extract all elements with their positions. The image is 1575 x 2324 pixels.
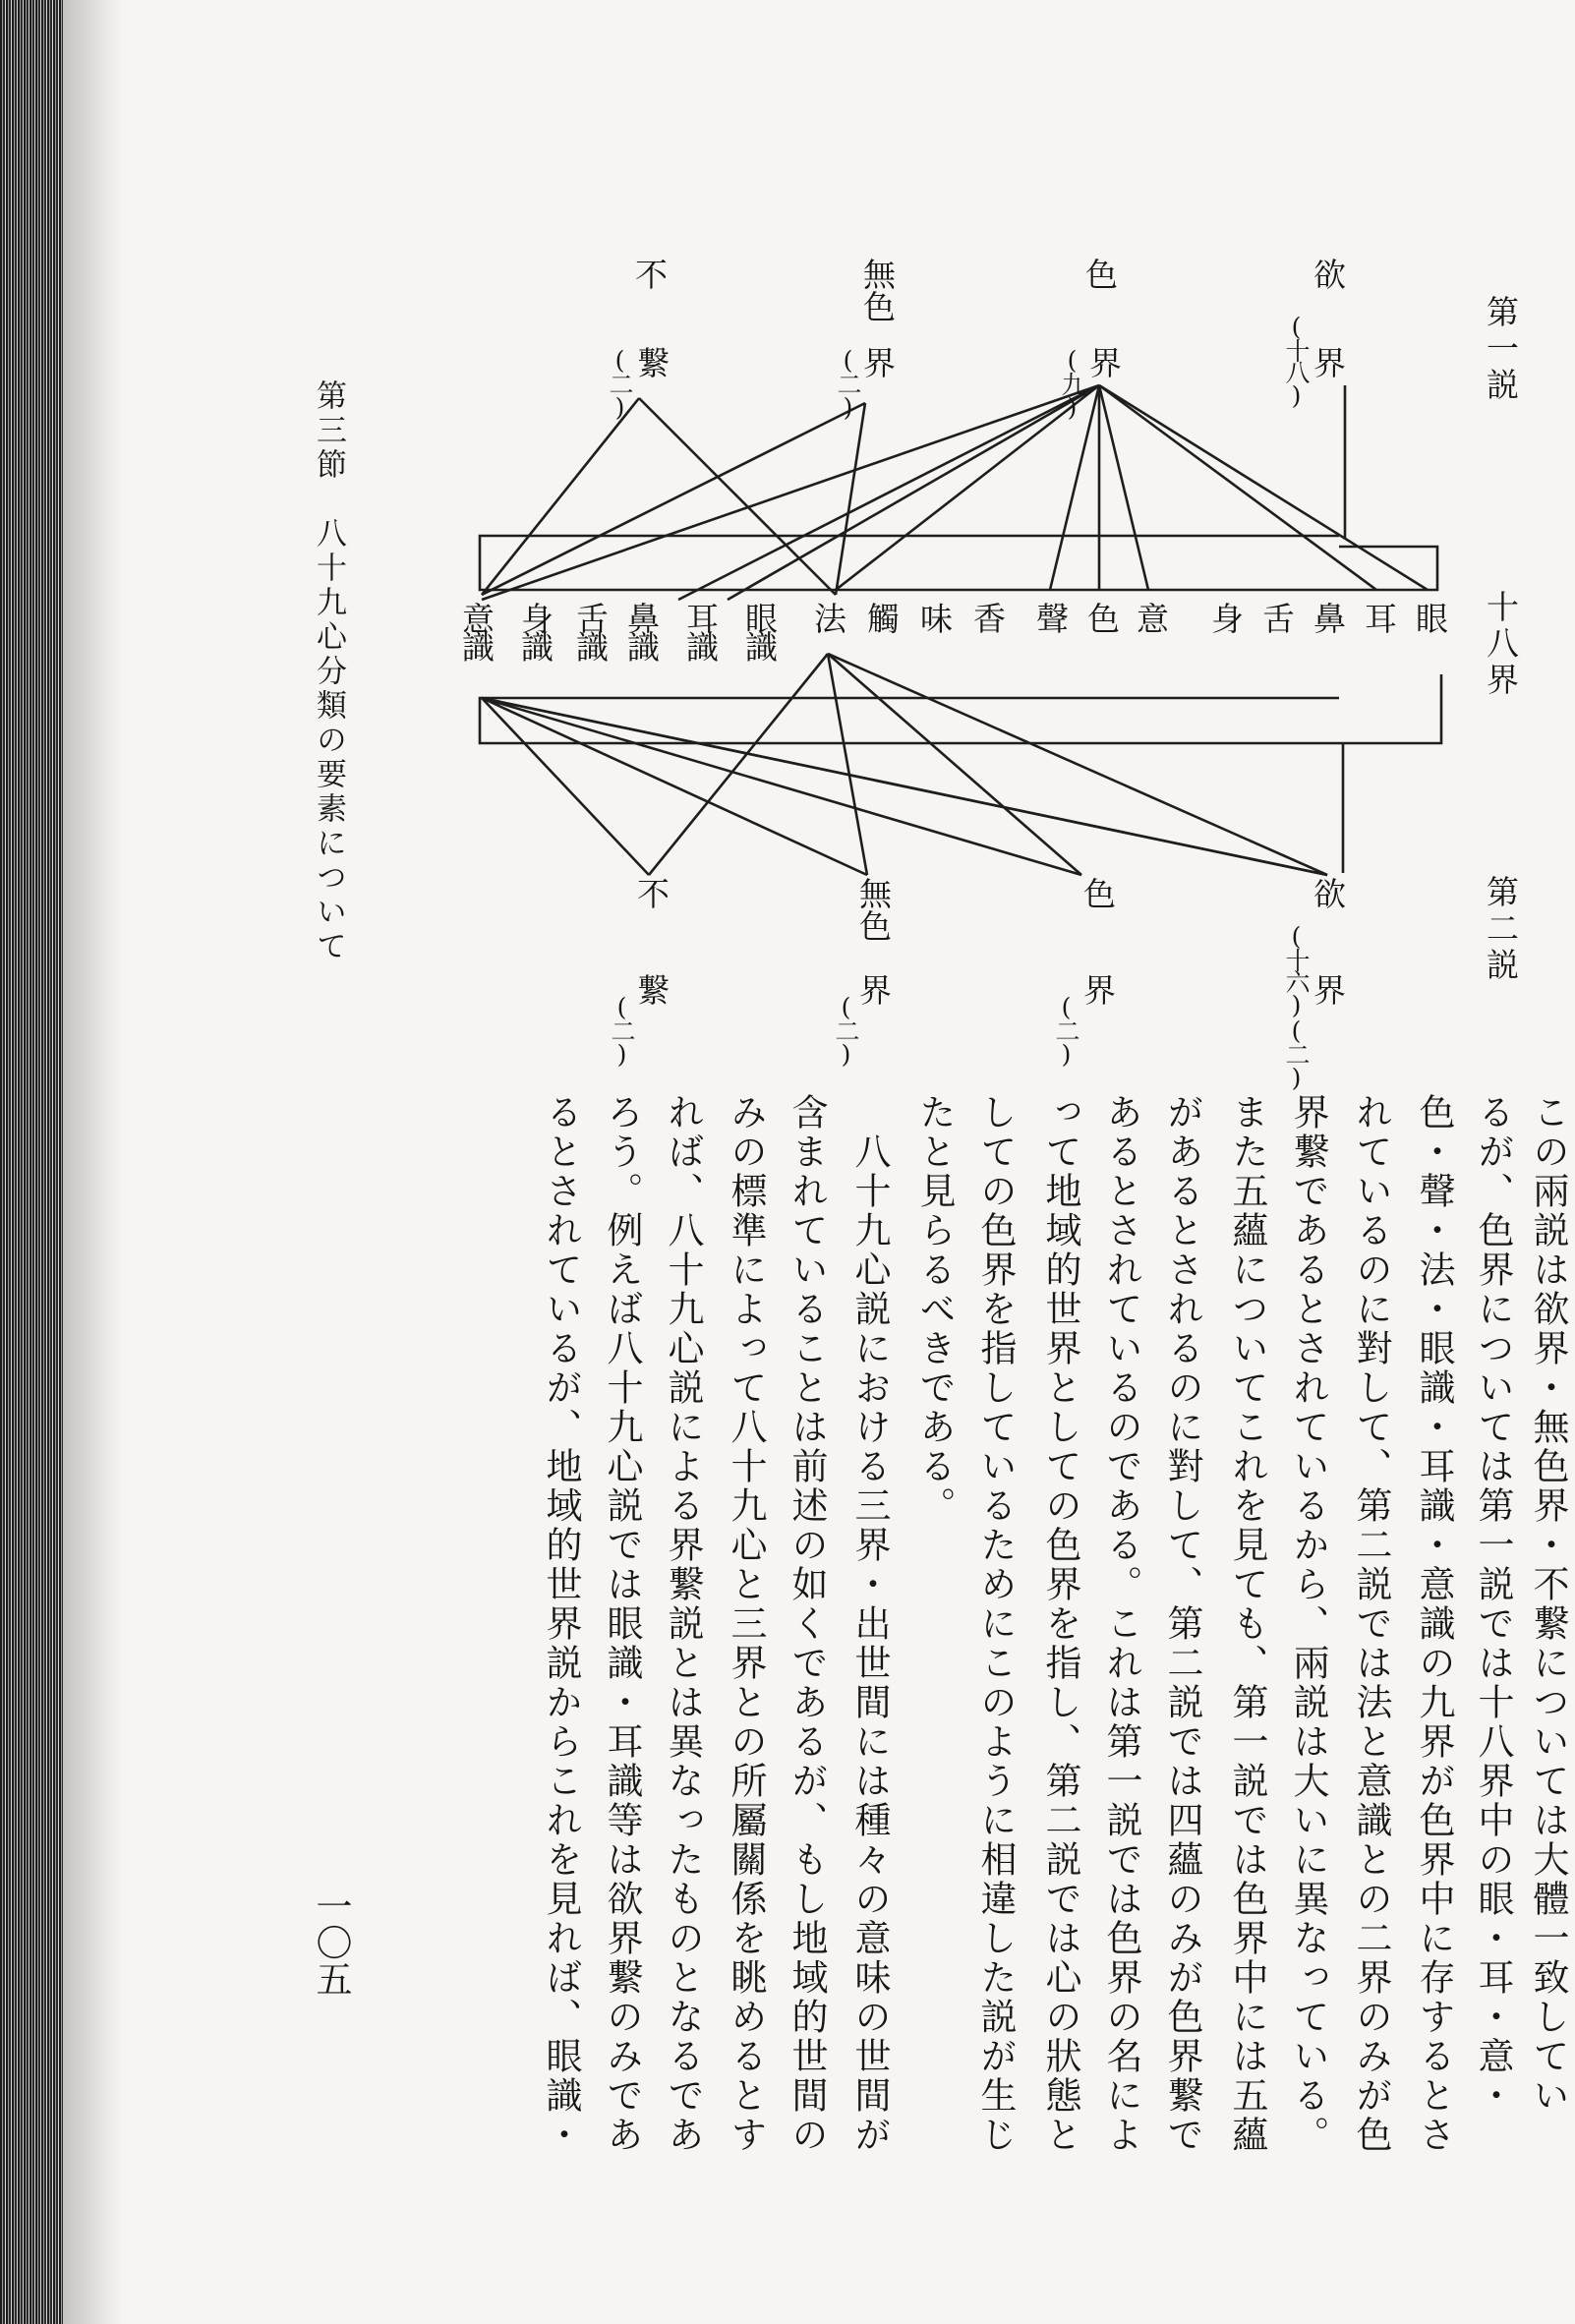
element-smell: 香 <box>968 602 1007 634</box>
line-free-mindcon <box>482 398 639 595</box>
line-arupa-dharma <box>836 403 865 595</box>
element-tongue: 舌 <box>1257 602 1296 634</box>
t1-rupa-node: 色 <box>1080 258 1119 290</box>
t1-free-count: (二) <box>606 346 634 419</box>
body-column: れば、八十九心説による界繋説とは異なったものとなるであ <box>662 1093 704 2155</box>
t1-free-fetter: 繋 <box>632 346 671 378</box>
element-mind-consciousness: 意識 <box>457 602 496 659</box>
body-column: ろう。例えば八十九心説では眼識・耳識等は欲界繋のみであ <box>601 1093 643 2155</box>
body-column: あるとされているのである。これは第一説では色界の名によ <box>1100 1093 1142 2155</box>
element-form: 色 <box>1082 602 1121 634</box>
body-column: 含まれていることは前述の如くであるが、もし地域的世間の <box>786 1093 828 2155</box>
element-eye: 眼 <box>1411 602 1449 634</box>
t2-rupa-dhatu: 界 <box>1079 973 1117 1006</box>
element-tongue-consciousness: 舌識 <box>571 602 610 659</box>
t1-kama-count: (十八) <box>1282 313 1311 407</box>
t2-arupa-count: (二) <box>832 993 860 1066</box>
element-mind: 意 <box>1132 602 1170 634</box>
body-column: また五蘊についてこれを見ても、第一説では色界中には五蘊 <box>1226 1093 1268 2155</box>
upper-bracket <box>480 536 1437 590</box>
line-dharma-rupa <box>828 654 1081 875</box>
t1-free-node: 不 <box>630 258 669 290</box>
t2-kama-dhatu: 界 <box>1309 973 1347 1006</box>
line-rupa-eye <box>1099 385 1428 590</box>
body-column: れているのに對して、第二説では法と意識との二界のみが色 <box>1350 1093 1392 2155</box>
t2-kama-count: (十六)(二) <box>1282 922 1311 1089</box>
t2-arupa-dhatu: 界 <box>854 973 893 1006</box>
t1-rupa-dhatu: 界 <box>1084 346 1123 378</box>
body-column: 界繋であるとされているから、兩説は大いに異なっている。 <box>1287 1093 1329 2155</box>
t1-arupa-dhatu: 界 <box>858 346 897 378</box>
center-label: 十八界 <box>1482 590 1520 699</box>
running-head: 第三節 八十九心分類の要素について <box>311 379 346 964</box>
line-rupa-mindcon <box>482 385 1099 600</box>
body-column: があるとされるのに對して、第二説では四蘊のみが色界繋で <box>1161 1093 1203 2155</box>
t2-rupa-count: (二) <box>1052 993 1080 1066</box>
element-touch: 觸 <box>862 602 901 634</box>
element-taste: 味 <box>915 602 954 634</box>
element-body: 身 <box>1206 602 1245 634</box>
line-mindcon-free <box>482 698 649 875</box>
element-body-consciousness: 身識 <box>516 602 554 659</box>
element-ear: 耳 <box>1360 602 1398 634</box>
line-free-dharma <box>639 398 836 595</box>
t1-kama-node: 欲 <box>1309 258 1347 290</box>
t2-free-node: 不 <box>632 877 671 909</box>
theory2-label: 第二説 <box>1482 875 1520 984</box>
line-mindcon-rupa <box>482 698 1081 875</box>
t2-rupa-node: 色 <box>1079 877 1117 909</box>
t1-arupa-count: (二) <box>834 346 862 419</box>
line-rupa-eyecon <box>728 385 1099 600</box>
body-column: この兩説は欲界・無色界・不繋については大體一致してい <box>1527 1093 1569 2116</box>
body-column: るが、色界については第一説では十八界中の眼・耳・意・ <box>1472 1093 1514 2116</box>
element-sound: 聲 <box>1031 602 1070 634</box>
body-column: って地域的世界としての色界を指し、第二説では心の狀態と <box>1039 1093 1081 2155</box>
t2-free-fetter: 繋 <box>632 973 671 1006</box>
line-dharma-kama <box>828 654 1327 875</box>
t1-arupa-node: 無色 <box>858 258 897 322</box>
t2-arupa-node: 無色 <box>854 877 893 942</box>
t1-kama-dhatu: 界 <box>1309 346 1347 378</box>
lower-bracket <box>480 674 1441 743</box>
body-column: 色・聲・法・眼識・耳識・意識の九界が色界中に存するとさ <box>1413 1093 1455 2155</box>
element-eye-consciousness: 眼識 <box>740 602 779 659</box>
element-nose: 鼻 <box>1309 602 1347 634</box>
theory1-label: 第一説 <box>1482 295 1520 404</box>
body-column: みの標準によって八十九心と三界との所屬關係を眺めるとす <box>725 1093 767 2155</box>
element-dharma: 法 <box>809 602 847 634</box>
element-ear-consciousness: 耳識 <box>681 602 720 659</box>
line-mindcon-kama-2 <box>482 698 1327 875</box>
element-nose-consciousness: 鼻識 <box>622 602 661 659</box>
body-column: 八十九心説における三界・出世間には種々の意味の世間が <box>848 1093 891 2155</box>
t2-free-count: (二) <box>608 993 636 1066</box>
body-column: しての色界を指しているためにこのように相違した説が生じ <box>974 1093 1017 2155</box>
line-mindcon-arupa <box>482 698 867 875</box>
line-rupa-earcon <box>678 385 1099 600</box>
page-number: 一〇五 <box>310 1888 352 1997</box>
line-dharma-arupa <box>828 654 867 875</box>
body-column: るとされているが、地域的世界説からこれを見れば、眼識・ <box>540 1093 582 2155</box>
t2-kama-node: 欲 <box>1309 877 1347 909</box>
body-column: たと見らるべきである。 <box>913 1093 956 1526</box>
t1-rupa-count: (九) <box>1058 346 1086 419</box>
